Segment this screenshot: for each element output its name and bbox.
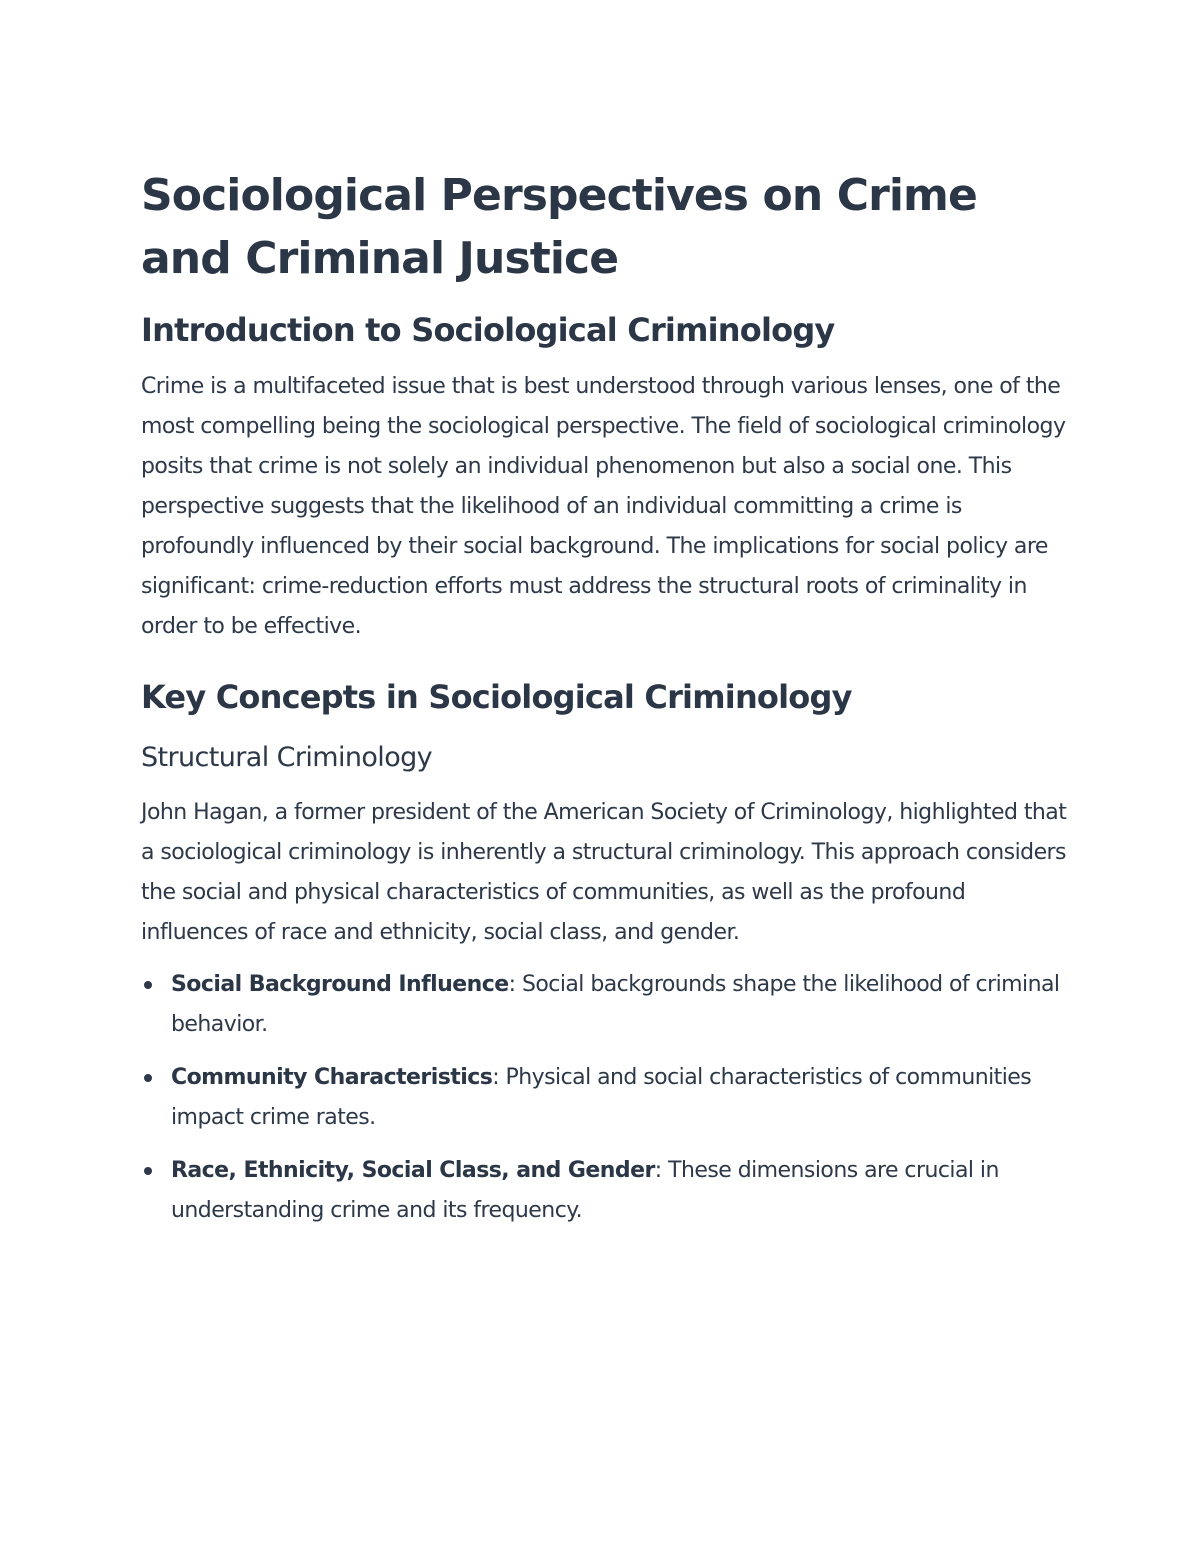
introduction-paragraph: Crime is a multifaceted issue that is best understood through various lenses, one of the most compelling being the sociological perspective. The field of sociological criminology posits that crime is not solely an individual phenomenon but also a social one. This perspective suggests that the likelihood of an individual committing a crime is profoundly influenced by their social background. The implications for social policy are significant: crime-reduction efforts must address the structural roots of criminality in order to be effective.: [141, 374, 1066, 639]
document-page: [141, 164, 1076, 1244]
subsection-heading-structural-criminology: Structural Criminology: [141, 742, 433, 773]
key-concepts-list: [141, 965, 1076, 1231]
list-item: [141, 965, 1076, 1045]
list-item: [141, 1058, 1076, 1138]
list-item-text: : These dimensions are crucial in understanding crime and its frequency.: [171, 1158, 999, 1223]
bullet-icon: [144, 1167, 152, 1175]
list-item-text: : Physical and social characteristics of communities impact crime rates.: [171, 1065, 1032, 1130]
list-item-term: Race, Ethnicity, Social Class, and Gender: [171, 1158, 655, 1183]
bullet-icon: [144, 981, 152, 989]
structural-criminology-paragraph: John Hagan, a former president of the American Society of Criminology, highlighted that a sociological criminology is inherently a structural criminology. This approach considers the social and physical characteristics of communities, as well as the profound influences of race and ethnicity, social class, and gender.: [141, 800, 1067, 945]
list-item-term: Community Characteristics: [171, 1065, 493, 1090]
list-item-term: Social Background Influence: [171, 972, 509, 997]
list-item-text: : Social backgrounds shape the likelihood of criminal behavior.: [171, 972, 1060, 1037]
bullet-icon: [144, 1074, 152, 1082]
section-heading-introduction: Introduction to Sociological Criminology: [141, 311, 835, 349]
list-item: [141, 1151, 1076, 1231]
section-heading-key-concepts: Key Concepts in Sociological Criminology: [141, 678, 852, 716]
document-title: Sociological Perspectives on Crime and Criminal Justice: [141, 170, 977, 284]
